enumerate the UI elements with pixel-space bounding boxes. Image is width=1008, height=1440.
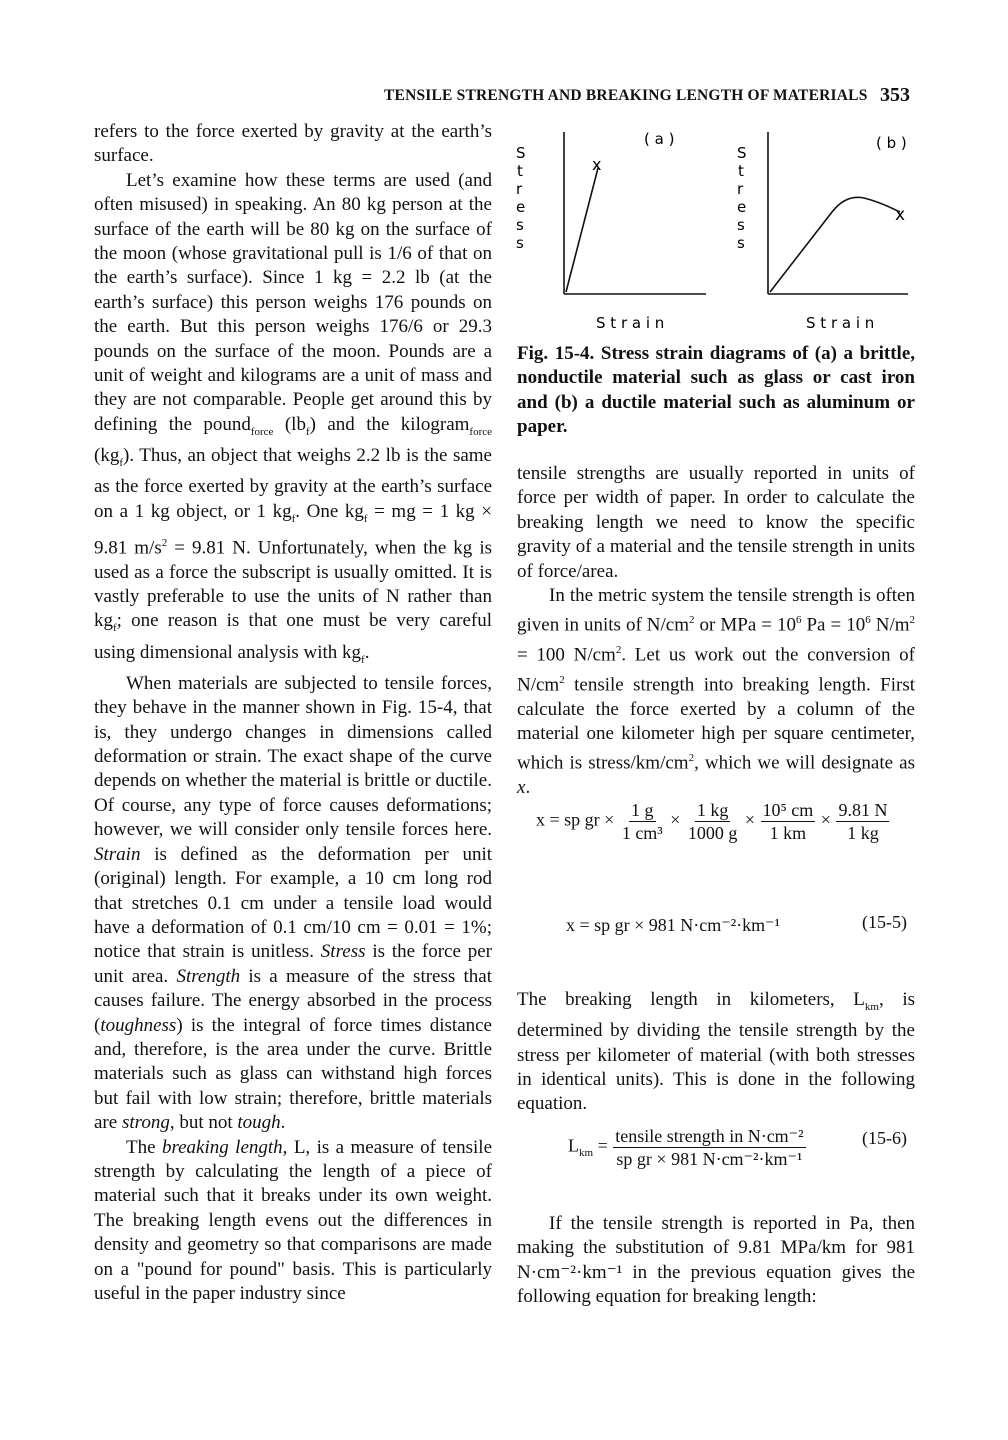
equation-15-6: $L_{km}$ = $\frac{\text{tensile strength in N·cm⁻²}}{\text{sp gr × 981 N·cm⁻²·km⁻¹}}$ — [568, 1126, 804, 1169]
equation-number: (15-5) — [862, 912, 907, 932]
panel-b-curve — [770, 197, 900, 292]
panel-a-failure-mark: x — [592, 155, 602, 174]
paragraph: In the metric system the tensile strength is often given in units of $N/cm^2$ or MPa = $10^6$ $Pa = 10^6$ $N/m^2 = 100$ $N/cm^2$. Let us work out the conversion of $N/cm^2$ tensile strength into breaking length. First calculate the force exerted by a column of the material one kilometer high per square centimeter, which is stress/$km/cm^2$, which we will designate as x. — [517, 585, 916, 799]
equation-number: (15-6) — [862, 1128, 907, 1148]
running-title: TENSILE STRENGTH AND BREAKING LENGTH OF MATERIALS — [384, 87, 868, 104]
svg-text:S: S — [516, 144, 526, 162]
svg-text:S: S — [737, 144, 747, 162]
figure-caption: Fig. 15-4. Stress strain diagrams of (a) a brittle, nonductile material such as glass or cast iron and (b) a ductile material such as aluminum or paper. — [517, 343, 915, 438]
paragraph: refers to the force exerted by gravity at the earth’s surface. — [94, 121, 492, 167]
panel-a-curve — [566, 168, 598, 292]
svg-text:s: s — [737, 216, 745, 234]
panel-b-label: ( b ) — [876, 134, 907, 152]
right-column-middle — [517, 988, 915, 1117]
right-column-bottom — [517, 1212, 915, 1310]
equation-x-derivation: x = sp gr × $\frac{1 g}{\text{1 cm³}}$ × $\frac{1 kg}{1000 g}$ × $\frac{\text{10⁵ cm}}{1 km}$ × $\frac{9.81 N}{1 kg}$ — [536, 800, 888, 843]
left-column — [94, 120, 492, 1306]
paragraph: When materials are subjected to tensile forces, they behave in the manner shown in Fig. 15-4, that is, they undergo changes in dimensions called deformation or strain. The exact shape of the curve depends on whether the material is brittle or ductile. Of course, any type of force causes deformations; however, we will consider only tensile forces here. Strain is defined as the deformation per unit (original) length. For example, a 10 cm long rod that stretches 0.1 cm under a tensile load would have a deformation of 0.1 cm/10 cm = 0.01 = 1%; notice that strain is unitless. Stress is the force per unit area. Strength is a measure of the stress that causes failure. The energy absorbed in the process (toughness) is the integral of force times distance and, therefore, is the area under the curve. Brittle materials such as glass can withstand high forces but fail with low strain; therefore, brittle materials are strong, but not tough. — [94, 672, 493, 1134]
panel-b-xlabel: S t r a i n — [806, 314, 875, 332]
paragraph: The breaking length, L, is a measure of tensile strength by calculating the length of a piece of material such that it breaks under its own weight. The breaking length evens out the differences in density and geometry so that comparisons are made on a "pound for pound" basis. This is particularly useful in the paper industry since — [94, 1136, 492, 1304]
stress-strain-figure — [512, 128, 932, 346]
panel-b-ylabel — [737, 144, 747, 252]
right-column-top — [517, 462, 915, 801]
svg-text:r: r — [737, 180, 744, 198]
panel-a-label: ( a ) — [644, 130, 675, 148]
svg-text:r: r — [516, 180, 523, 198]
svg-text:s: s — [737, 234, 745, 252]
svg-text:s: s — [516, 216, 524, 234]
paragraph: The breaking length in kilometers, $L_{km}$, is determined by dividing the tensile strength by the stress per kilometer of material (with both stresses in identical units). This is done in the following equation. — [517, 989, 915, 1115]
running-header — [384, 84, 932, 110]
panel-a-xlabel: S t r a i n — [596, 314, 665, 332]
paragraph: Let’s examine how these terms are used (and often misused) in speaking. An 80 kg person at the surface of the earth will be 80 kg on the surface of the moon (whose gravitational pull is 1/6 of that on the earth’s surface). Since 1 kg = 2.2 lb (at the earth’s surface) this person weighs 176 pounds on the earth. But this person weighs 176/6 or 29.3 pounds on the surface of the moon. Pounds are a unit of weight and kilograms are a unit of mass and they are not comparable. People get around this by defining the pound$_{force}$ $(lb_f)$ and the kilogram$_{force}$ $(kg_f)$. Thus, an object that weighs 2.2 lb is the same as the force exerted by gravity at the earth’s surface on a 1 kg object, or 1 $kg_f$. One $kg_f$ = mg = 1 kg × 9.81 $m/s^2 = 9.81$ N. Unfortunately, when the kg is used as a force the subscript is usually omitted. It is vastly preferable to use the units of N rather than $kg_f$; one reason is that one must be very careful using dimensional analysis with $kg_f$. — [94, 169, 492, 666]
paragraph: If the tensile strength is reported in Pa, then making the substitution of 9.81 MPa/km for 981 N·cm⁻²·km⁻¹ in the previous equation gives the following equation for breaking length: — [517, 1213, 915, 1308]
svg-text:s: s — [516, 234, 524, 252]
svg-text:t: t — [517, 162, 523, 180]
panel-b-failure-mark: x — [895, 205, 906, 225]
paragraph: tensile strengths are usually reported in units of force per width of paper. In order to calculate the breaking length we need to know the specific gravity of a material and the tensile strength in units of force/area. — [517, 463, 915, 582]
svg-text:e: e — [516, 198, 526, 216]
panel-a-ylabel — [516, 144, 526, 252]
page-number: 353 — [880, 84, 910, 106]
equation-15-5: x = sp gr × 981 N·cm⁻²·km⁻¹ — [566, 915, 781, 935]
svg-text:t: t — [738, 162, 744, 180]
svg-text:e: e — [737, 198, 747, 216]
